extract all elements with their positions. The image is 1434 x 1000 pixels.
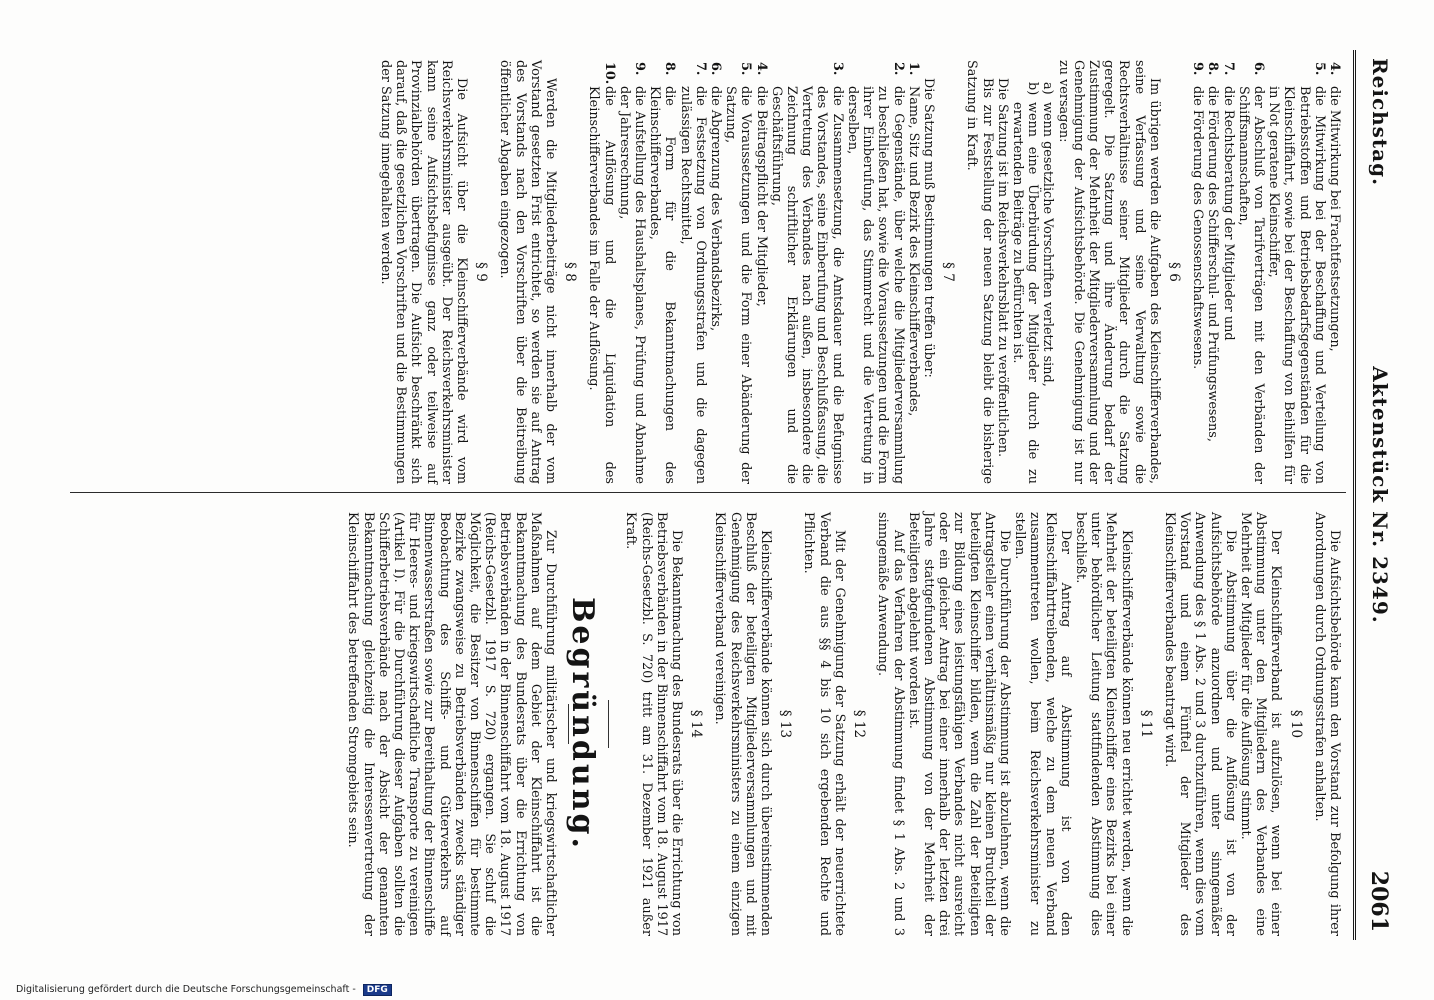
list-item: 6. die Abgrenzung des Verbandsbezirks, bbox=[708, 62, 724, 332]
section-heading-6: § 6 bbox=[1165, 262, 1182, 282]
section-heading-12: § 12 bbox=[851, 709, 868, 739]
list-item: b) wenn eine Überbürdung der Mitglieder durch die zu erwartenden Beiträge zu befürchten ist. bbox=[1009, 82, 1041, 484]
list-item: 7. die Festsetzung von Ordnungsstrafen und die dagegen zulässigen Rechtsmittel, bbox=[677, 62, 708, 484]
list-item: 5. die Mitwirkung bei der Beschaffung und Verteilung von Betriebsstoffen und Betriebsbedarfsgegenständen für die Kleinschiffahrt, sowie bei der Beschaffung von Beihilfen für in Not geratene Kleinschiffer, bbox=[1266, 62, 1327, 484]
paragraph: Bis zur Feststellung der neuen Satzung bleibt die bisherige Satzung in Kraft. bbox=[964, 60, 995, 484]
section-heading-14: § 14 bbox=[688, 709, 705, 739]
column-divider bbox=[70, 492, 1346, 493]
paragraph: Auf das Verfahren der Abstimmung findet § 1 Abs. 2 und 3 sinngemäße Anwendung. bbox=[875, 512, 906, 936]
list-item: 9. die Aufstellung des Haushaltsplanes, Prüfung und Abnahme der Jahresrechnung, bbox=[616, 62, 648, 484]
paragraph: Die Aufsicht über die Kleinschifferverbände wird vom Reichsverkehrsminister ausgeübt. Der Reichsverkehrsminister kann seine Aufsichtsbefugnisse ganz oder teilweise auf Provinzialbehörden übertragen. Die Aufsicht beschränkt sich darauf, daß die gesetzlichen Vorschriften und die Bestimmungen der Satzung innegehalten werden. bbox=[378, 60, 470, 484]
running-header bbox=[1362, 58, 1396, 932]
list-item: 8. die Form für die Bekanntmachungen des Kleinschifferverbandes, bbox=[647, 62, 678, 484]
digitization-footer bbox=[16, 984, 392, 996]
page-number: 2061 bbox=[1366, 870, 1392, 932]
paragraph: Werden die Mitgliederbeiträge nicht innerhalb der vom Vorstand gesetzten Frist entrichtet, so werden sie auf Antrag des Vorstands nach den Vorschriften über die Beitreibung öffentlicher Abgaben eingezogen. bbox=[497, 60, 559, 484]
task-list-continued bbox=[1190, 60, 1342, 484]
section-heading-10: § 10 bbox=[1287, 709, 1304, 739]
section-separator bbox=[608, 700, 609, 748]
section-heading-9: § 9 bbox=[473, 262, 490, 282]
list-item: 4. die Mitwirkung bei Frachtfestsetzungen, bbox=[1327, 62, 1342, 352]
begruendung-title: Begründung. bbox=[565, 597, 601, 851]
paragraph: Der Antrag auf Abstimmung ist von den Kleinschiffahrttreibenden, welche zu dem neuen Verband zusammentreten wollen, beim Reichsverkehrsminister zu stellen. bbox=[1012, 512, 1073, 936]
paragraph: Der Kleinschifferverband ist aufzulösen, wenn bei einer Abstimmung unter den Mitgliedern des Verbandes eine Mehrheit der Mitglieder für die Auflösung stimmt. bbox=[1237, 512, 1284, 936]
paragraph: Kleinschifferverbände können sich durch übereinstimmenden Beschluß der beteiligten Mitgliederversammlungen und mit Genehmigung des Reichsverkehrsministers zu einem einzigen Kleinschifferverband vereinigen. bbox=[712, 512, 774, 936]
list-item: 1. Name, Sitz und Bezirk des Kleinschifferverbandes, bbox=[905, 62, 921, 417]
list-item: 3. die Zusammensetzung, die Amtsdauer und die Befugnisse des Vorstandes, seine Einberufung und Beschlußfassung, die Vertretung des Verbandes nach außen, insbesondere die Zeichnung schriftlicher Erklärungen und die Geschäftsführung, bbox=[768, 62, 845, 484]
footer-text: Digitalisierung gefördert durch die Deutsche Forschungsgemeinschaft - bbox=[16, 984, 356, 995]
list-item: 5. die Voraussetzungen und die Form einer Abänderung der Satzung, bbox=[723, 62, 754, 484]
header-center: Aktenstück Nr. 2349. bbox=[1368, 366, 1392, 624]
right-column bbox=[345, 512, 1342, 936]
left-column bbox=[378, 60, 1342, 484]
paragraph: Die Durchführung der Abstimmung ist abzulehnen, wenn die Antragsteller einen verhältnismäßig nur kleinen Bruchteil der beteiligten Kleinschiffer bilden, wenn die Zahl der Beteiligten zur Bildung eines leistungsfähigen Verbandes nicht ausreicht oder ein gleicher Antrag bei einer innerhalb der letzten drei Jahre stattgefundenen Abstimmung von der Mehrheit der Beteiligten abgelehnt worden ist. bbox=[905, 512, 1012, 936]
header-rule bbox=[1353, 50, 1356, 940]
paragraph: Die Satzung ist im Reichsverkehrsblatt zu veröffentlichen. bbox=[994, 78, 1010, 458]
dfg-logo: DFG bbox=[363, 984, 392, 996]
paragraph: Im übrigen werden die Aufgaben des Kleinschifferverbandes, seine Verfassung und seine Verwaltung sowie die Rechtsverhältnisse seiner Mitglieder durch die Satzung geregelt. Die Satzung und ihre Änderung bedarf der Zustimmung der Mehrheit der Mitgliederversammlung und der Genehmigung der Aufsichtsbehörde. Die Genehmigung ist nur zu versagen: bbox=[1055, 60, 1162, 484]
sub-list bbox=[1010, 60, 1056, 484]
list-item: 4. die Beitragspflicht der Mitglieder, bbox=[753, 62, 769, 307]
list-item: 10. die Auflösung und die Liquidation des Kleinschifferverbandes im Falle der Auflösung. bbox=[586, 62, 617, 484]
list-item: 6. der Abschluß von Tarifverträgen mit den Verbänden der Schiffsmannschaften, bbox=[1235, 62, 1266, 484]
list-item: 7. die Rechtsberatung der Mitglieder und bbox=[1220, 62, 1236, 341]
paragraph: Die Bekanntmachung des Bundesrats über die Errichtung von Betriebsverbänden in der Binnenschiffahrt vom 18. August 1917 (Reichs-Gesetzbl. S. 720) tritt am 31. Dezember 1921 außer Kraft. bbox=[623, 512, 685, 936]
paragraph: Die Abstimmung über die Auflösung ist von der Aufsichtsbehörde anzuordnen und unter sinngemäßer Anwendung des § 1 Abs. 2 und 3 durchzuführen, wenn dies vom Vorstand und einem Fünftel der Mitglieder des Kleinschifferverbandes beantragt wird. bbox=[1161, 512, 1238, 936]
list-item: 2. die Gegenstände, über welche die Mitgliederversammlung zu beschließen hat, sowie die Voraussetzungen und die Form ihrer Einberufung, das Stimmrecht und die Vertretung in derselben, bbox=[844, 62, 906, 484]
paragraph: Kleinschifferverbände können neu errichtet werden, wenn die Mehrheit der beteiligten Kleinschiffer eines Bezirks bei einer unter behördlicher Leitung stattfindenden Abstimmung dies beschließt. bbox=[1072, 512, 1134, 936]
paragraph: Mit der Genehmigung der Satzung erhält der neuerrichtete Verband die aus §§ 4 bis 10 sich ergebenden Rechte und Pflichten. bbox=[801, 512, 847, 936]
list-item: 9. die Förderung des Genossenschaftswesens. bbox=[1190, 62, 1206, 370]
section-heading-11: § 11 bbox=[1137, 709, 1154, 739]
paragraph: Die Satzung muß Bestimmungen treffen über: bbox=[920, 78, 936, 378]
statute-requirements-list bbox=[586, 60, 920, 484]
list-item: a) wenn gesetzliche Vorschriften verletzt sind, bbox=[1040, 82, 1056, 387]
section-heading-13: § 13 bbox=[777, 709, 794, 739]
paragraph: Die Aufsichtsbehörde kann den Vorstand zur Befolgung ihrer Anordnungen durch Ordnungsstrafen anhalten. bbox=[1311, 512, 1342, 936]
list-item: 8. die Förderung des Schifferschul- und Prüfungswesens, bbox=[1205, 62, 1221, 442]
section-heading-8: § 8 bbox=[562, 262, 579, 282]
header-left: Reichstag. bbox=[1368, 58, 1392, 187]
section-heading-7: § 7 bbox=[940, 262, 957, 282]
paragraph: Zur Durchführung militärischer und kriegswirtschaftlicher Maßnahmen auf dem Gebiet der Kleinschiffahrt ist die Bekanntmachung des Bundesrats über die Errichtung von Betriebsverbänden in der Binnenschiffahrt vom 18. August 1917 (Reichs-Gesetzbl. 1917 S. 720) ergangen. Sie schuf die Möglichkeit, die Besitzer von Binnenschiffen für bestimmte Bezirke zwangsweise zu Betriebsverbänden zwecks ständiger Beobachtung des Schiffs- und Güterverkehrs auf Binnenwasserstraßen sowie zur Bereithaltung der Binnenschiffe für Heeres- und kriegswirtschaftliche Transporte zu vereinigen (Artikel I). Für die Durchführung dieser Aufgaben sollten die Schifferbetriebsverbände nach der Absicht der genannten Bekanntmachung gleichzeitig die Interessenvertretung der Kleinschiffahrt des betreffenden Stromgebiets sein. bbox=[345, 512, 559, 936]
